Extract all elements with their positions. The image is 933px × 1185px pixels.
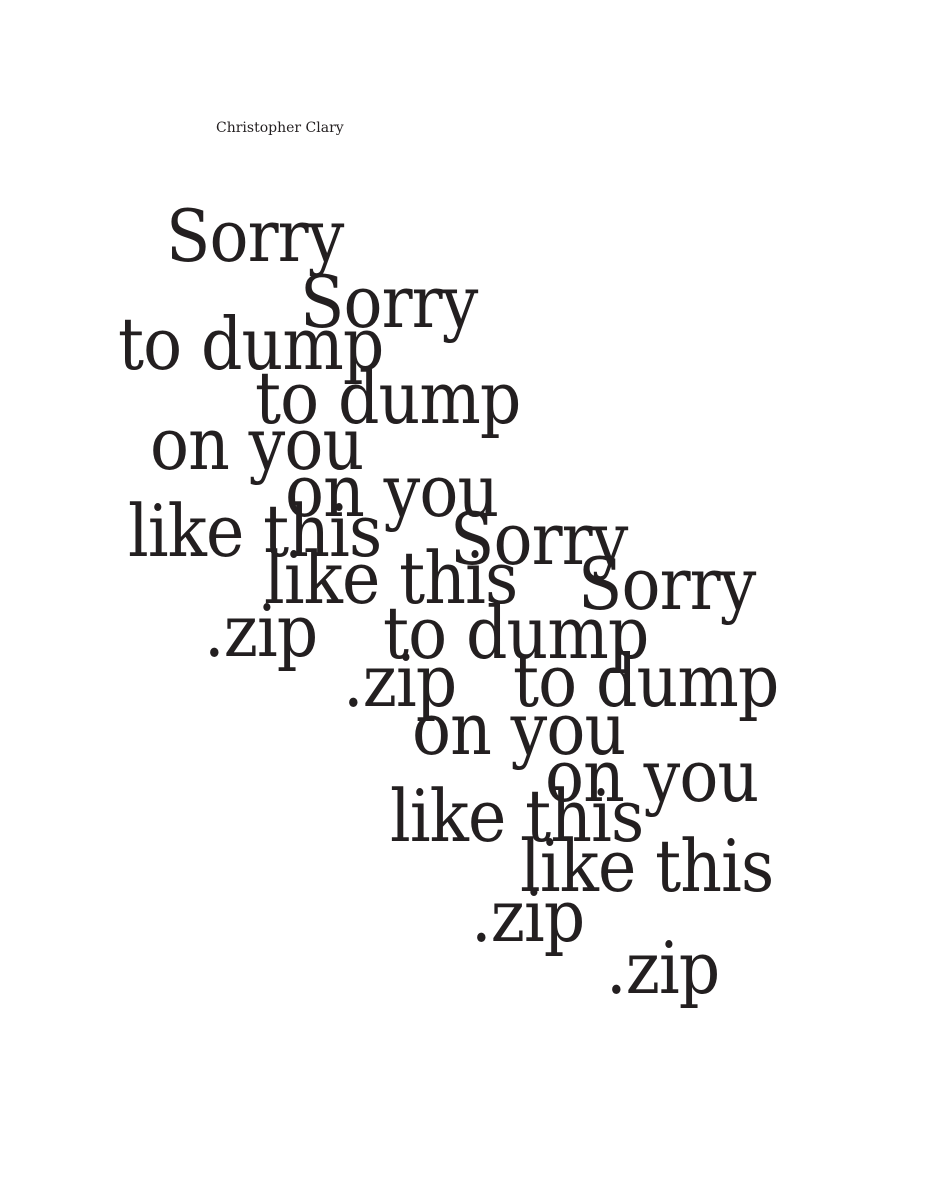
poem-copy-4-line-5: .zip <box>606 926 720 1010</box>
poem-copy-4-line-4: like this <box>520 824 774 908</box>
poem-copy-3-line-4: like this <box>390 774 644 858</box>
poem-copy-3-line-3: on you <box>412 687 626 771</box>
poem-copy-1-line-4: like this <box>128 489 382 573</box>
poem-copy-2-line-4: like this <box>264 536 518 620</box>
poem-copy-4-line-2: to dump <box>513 639 779 723</box>
poem-copy-2-line-3: on you <box>285 449 499 533</box>
poem-copy-1-line-3: on you <box>150 402 364 486</box>
poem-copy-2-line-1: Sorry <box>300 260 478 344</box>
poem-copy-1-line-1: Sorry <box>166 194 344 278</box>
poem-copy-3-line-1: Sorry <box>450 497 628 581</box>
poem-copy-2-line-5: .zip <box>343 639 457 723</box>
poem-copy-1-line-5: .zip <box>204 589 318 673</box>
poem-copy-1-line-2: to dump <box>118 302 384 386</box>
poem-copy-4-line-1: Sorry <box>578 542 756 626</box>
poem-copy-3-line-5: .zip <box>471 874 585 958</box>
poem-copy-3-line-2: to dump <box>383 591 649 675</box>
poem-copy-4-line-3: on you <box>545 734 759 818</box>
author-name: Christopher Clary <box>216 120 344 136</box>
poem-copy-2-line-2: to dump <box>255 356 521 440</box>
